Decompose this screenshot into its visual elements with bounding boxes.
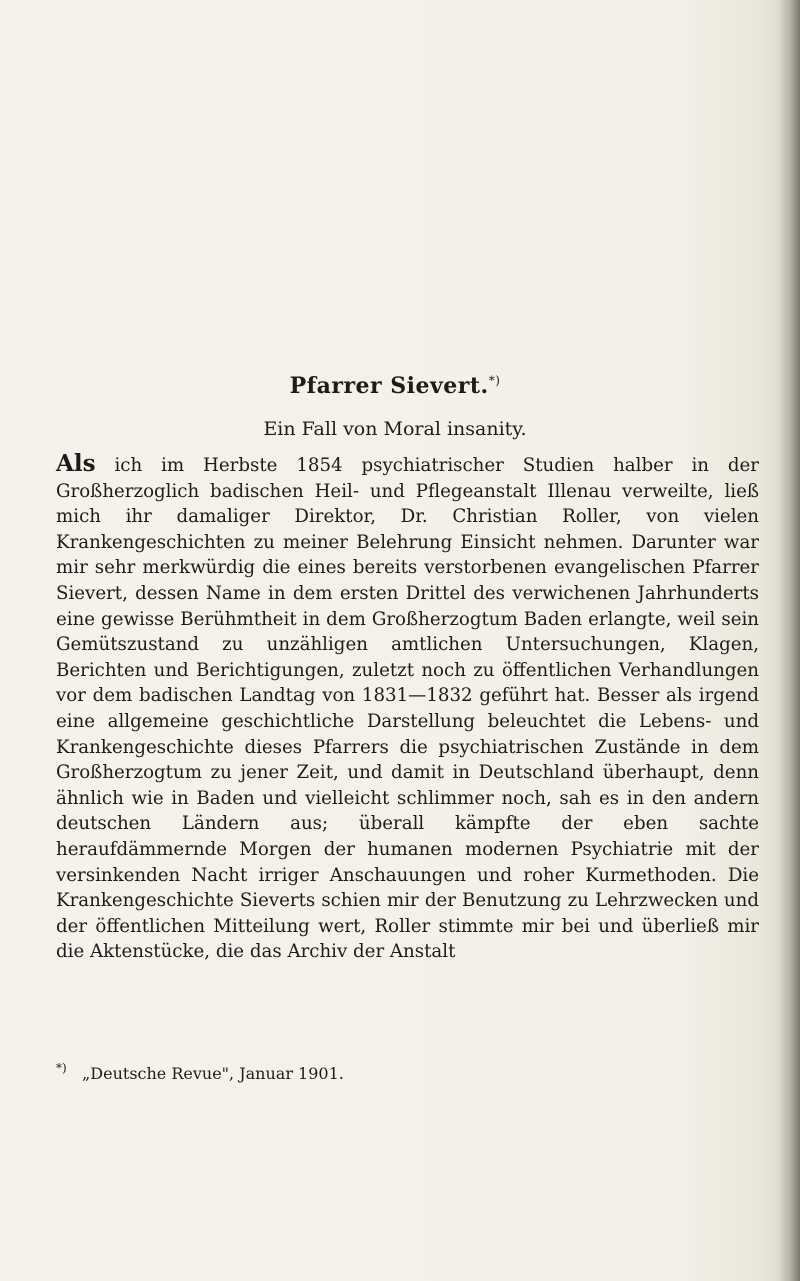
article-title	[0, 373, 790, 399]
article-body	[56, 451, 759, 965]
footnote-mark: *)	[56, 1061, 67, 1075]
footnote-text: „Deutsche Revue", Januar 1901.	[82, 1064, 344, 1083]
title-footnote-mark: *)	[488, 373, 501, 388]
page-edge-shadow	[778, 0, 800, 1281]
article-title-text: Pfarrer Sievert.	[289, 373, 489, 399]
body-paragraph: ich im Herbste 1854 psychiatrischer Studien halber in der Großherzoglich badischen Heil- und Pflegeanstalt Illenau verweilte, ließ mich ihr damaliger Direktor, Dr. Christian Roller, von vielen Krankengeschichten zu meiner Belehrung Einsicht nehmen. Darunter war mir sehr merkwürdig die eines bereits verstorbenen evangelischen Pfarrer Sievert, dessen Name in dem ersten Drittel des verwichenen Jahrhunderts eine gewisse Berühmtheit in dem Großherzogtum Baden erlangte, weil sein Gemütszustand zu unzähligen amtlichen Untersuchungen, Klagen, Berichten und Berichtigungen, zuletzt noch zu öffentlichen Verhandlungen vor dem badischen Landtag von 1831—1832 geführt hat. Besser als irgend eine allgemeine geschichtliche Darstellung beleuchtet die Lebens- und Krankengeschichte dieses Pfarrers die psychiatrischen Zustände in dem Großherzogtum zu jener Zeit, und damit in Deutschland überhaupt, denn ähnlich wie in Baden und vielleicht schlimmer noch, sah es in den andern deutschen Ländern aus; überall kämpfte der eben sachte heraufdämmernde Morgen der humanen modernen Psychiatrie mit der versinkenden Nacht irriger Anschauungen und roher Kurmethoden. Die Krankengeschichte Sieverts schien mir der Benutzung zu Lehrzwecken und der öffentlichen Mitteilung wert, Roller stimmte mir bei und überließ mir die Aktenstücke, die das Archiv der Anstalt	[56, 455, 759, 963]
footnote	[56, 1061, 759, 1083]
opening-word: Als	[56, 450, 96, 477]
article-subtitle: Ein Fall von Moral insanity.	[263, 418, 527, 440]
